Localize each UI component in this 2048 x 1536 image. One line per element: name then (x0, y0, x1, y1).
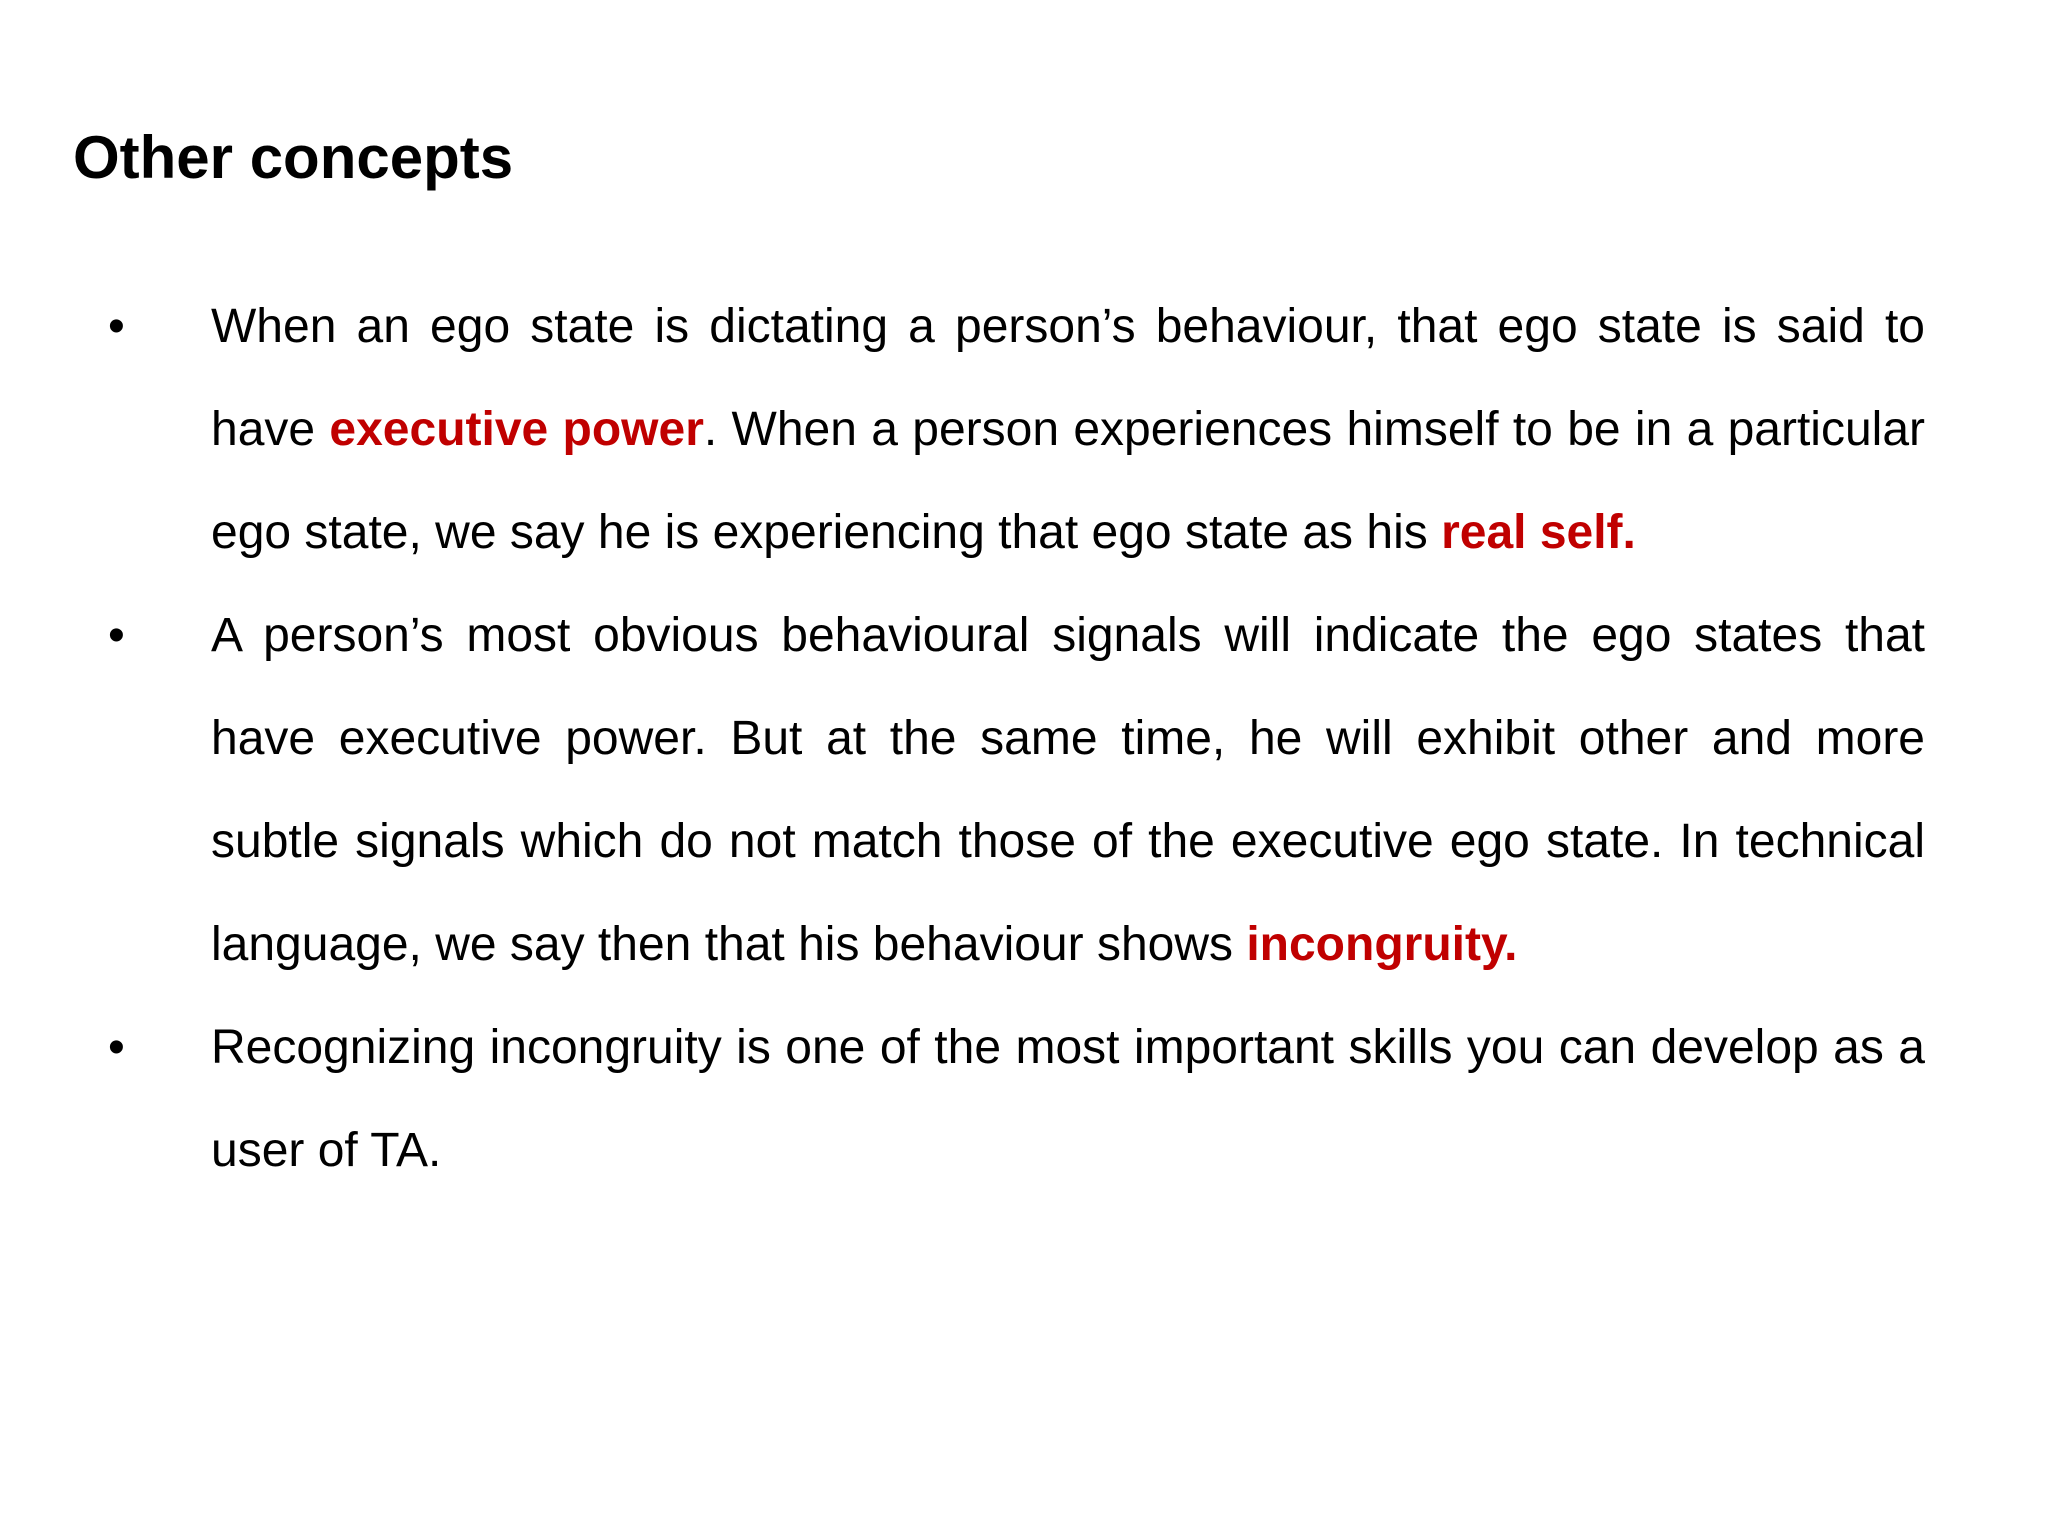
text-segment: A person’s most obvious behavioural signals will indicate the ego states that have executive power. But at the same time, he will exhibit other and more subtle signals which do not match those of the executive ego state. In technical language, we say then that his behaviour shows (211, 609, 1925, 971)
bullet-text (211, 996, 1925, 1202)
highlight-term-executive-power: executive power (329, 403, 704, 456)
slide-title: Other concepts (73, 124, 514, 191)
bullet-text (211, 584, 1925, 996)
bullet-marker: • (108, 300, 125, 353)
bullet-marker: • (108, 609, 125, 662)
bullet-text (211, 275, 1925, 584)
bullet-item-1 (0, 275, 2048, 584)
bullet-marker: • (108, 1021, 125, 1074)
text-segment: When an ego state is dictating a person’s behaviour, that ego state is said to have (211, 300, 1925, 456)
bullet-list (0, 275, 2048, 1202)
highlight-term-incongruity: incongruity. (1246, 918, 1518, 971)
text-segment: . When a person experiences himself to be in a particular ego state, we say he is experiencing that ego state as his (211, 403, 1926, 559)
bullet-item-2 (0, 584, 2048, 996)
bullet-item-3 (0, 996, 2048, 1202)
highlight-term-real-self: real self. (1441, 506, 1636, 559)
text-segment: Recognizing incongruity is one of the most important skills you can develop as a user of TA. (211, 1021, 1925, 1177)
